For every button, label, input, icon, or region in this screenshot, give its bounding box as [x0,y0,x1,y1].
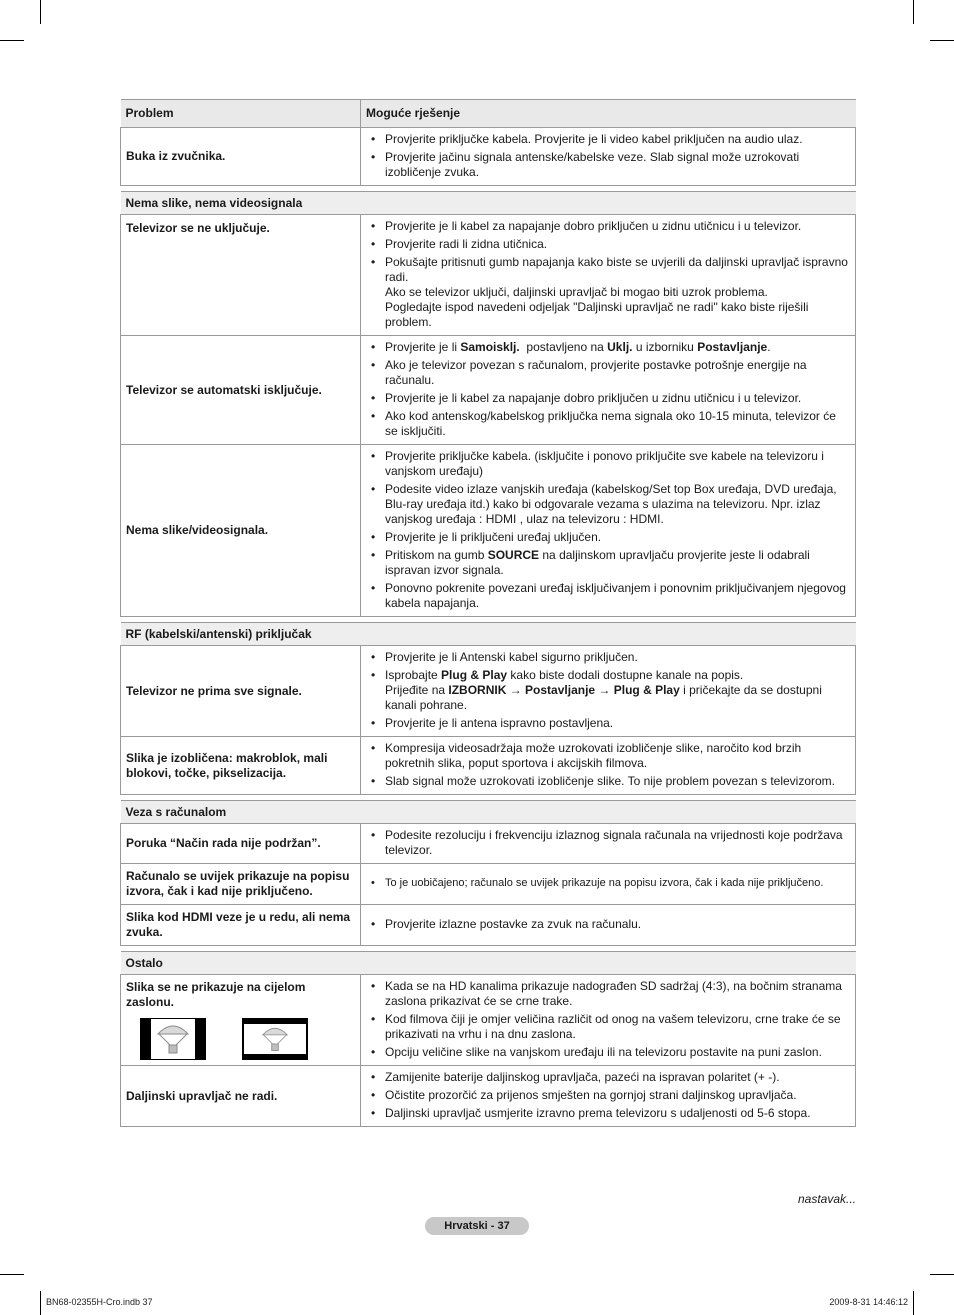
table-row [121,646,856,737]
problem-cell: Slika se ne prikazuje na cijelom zaslonu. [121,975,361,1066]
crop-mark [930,1274,954,1275]
crop-mark [930,40,954,41]
problem-cell: Slika je izobličena: makroblok, mali blokovi, točke, pikselizacija. [121,737,361,795]
solution-item: • Provjerite priključke kabela. (isključite i ponovo priključite sve kabele na televizoru i vanjskom uređaju) [385,449,849,479]
crop-mark [0,40,24,41]
solution-cell [361,215,856,336]
solution-item: • Provjerite je li antena ispravno postavljena. [385,716,849,731]
solution-item: • Pritiskom na gumb SOURCE na daljinskom upravljaču provjerite jeste li odabrali ispravan izvor signala. [385,548,849,578]
problem-cell: Slika kod HDMI veze je u redu, ali nema zvuka. [121,905,361,946]
troubleshooting-table [120,99,856,1127]
header-problem: Problem [121,100,361,128]
solution-item: • Ponovno pokrenite povezani uređaj isključivanjem i ponovnim priključivanjem njegovog kabela napajanja. [385,581,849,611]
solution-cell [361,646,856,737]
letterbox-illustration [242,1018,308,1060]
problem-cell: Daljinski upravljač ne radi. [121,1066,361,1127]
solution-item: • Podesite rezoluciju i frekvenciju izlaznog signala računala na vrijednosti koje podržava televizor. [385,828,849,858]
table-header [121,100,856,128]
parachute-icon [155,1022,191,1056]
solution-item: • Slab signal može uzrokovati izobličenje slike. To nije problem povezan s televizorom. [385,774,849,789]
solution-item: • Daljinski upravljač usmjerite izravno prema televizoru s udaljenosti od 5-6 stopa. [385,1106,849,1121]
solution-item: • Provjerite izlazne postavke za zvuk na računalu. [385,917,849,932]
section-header: RF (kabelski/antenski) priključak [121,623,856,646]
section-header: Veza s računalom [121,801,856,824]
solution-item: • Provjerite priključke kabela. Provjerite je li video kabel priključen na audio ulaz. [385,132,849,147]
table-row [121,905,856,946]
solution-item: • Provjerite je li Samoisklj. postavljeno na Uklj. u izborniku Postavljanje. [385,340,849,355]
table-row [121,1066,856,1127]
pillarbox-illustration [140,1018,206,1060]
solution-item: • To je uobičajeno; računalo se uvijek prikazuje na popisu izvora, čak i kada nije priključeno. [385,876,849,891]
problem-cell: Nema slike/videosignala. [121,445,361,617]
crop-mark [0,1274,24,1275]
solution-item: • Kompresija videosadržaja može uzrokovati izobličenje slike, naročito kod brzih pokretnih slika, poput sportova i akcijskih filmova. [385,741,849,771]
solution-item: • Očistite prozorčić za prijenos smješten na gornjoj strani daljinskog upravljača. [385,1088,849,1103]
crop-mark [913,0,914,24]
aspect-ratio-illustrations [140,1018,355,1060]
solution-item: • Podesite video izlaze vanjskih uređaja (kabelskog/Set top Box uređaja, DVD uređaja, Blu-ray uređaja itd.) kako bi odgovarale vezama s ulazima na televizoru. Npr. izlaz vanjskog uređaja : HDMI , ulaz na televizoru : HDMI. [385,482,849,527]
table-row [121,737,856,795]
crop-mark [40,1291,41,1315]
problem-cell: Televizor ne prima sve signale. [121,646,361,737]
solution-item: • Provjerite je li kabel za napajanje dobro priključen u zidnu utičnicu i u televizor. [385,219,849,234]
footer-timestamp: 2009-8-31 14:46:12 [829,1297,908,1307]
table-row [121,824,856,864]
solution-cell [361,128,856,186]
continued-label: nastavak... [797,1192,856,1206]
solution-item: • Pokušajte pritisnuti gumb napajanja kako biste se uvjerili da daljinski upravljač ispravno radi. Ako se televizor uključi, daljinski upravljač bi mogao biti uzrok problema. Pogledajte ispod navedeni odjeljak "Daljinski upravljač ne radi" kako biste riješili problem. [385,255,849,330]
solution-cell [361,824,856,864]
solution-item: • Provjerite radi li zidna utičnica. [385,237,849,252]
solution-cell [361,336,856,445]
table-row [121,215,856,336]
solution-cell [361,905,856,946]
parachute-icon [258,1025,292,1053]
solution-item: • Ako je televizor povezan s računalom, provjerite postavke potrošnje energije na računalu. [385,358,849,388]
solution-item: • Zamijenite baterije daljinskog upravljača, pazeći na ispravan polaritet (+ -). [385,1070,849,1085]
problem-cell: Buka iz zvučnika. [121,128,361,186]
solution-item: • Kod filmova čiji je omjer veličina različit od onog na vašem televizoru, crne trake će se prikazivati na vrhu i na dnu zaslona. [385,1012,849,1042]
section-header: Ostalo [121,952,856,975]
problem-cell: Televizor se automatski isključuje. [121,336,361,445]
problem-cell: Računalo se uvijek prikazuje na popisu izvora, čak i kad nije priključeno. [121,864,361,905]
table-row [121,975,856,1066]
solution-cell [361,445,856,617]
solution-cell [361,975,856,1066]
problem-cell: Poruka “Način rada nije podržan”. [121,824,361,864]
table-row [121,336,856,445]
table-row [121,864,856,905]
solution-item: • Kada se na HD kanalima prikazuje nadograđen SD sadržaj (4:3), na bočnim stranama zaslona prikazivat će se crne trake. [385,979,849,1009]
section-header: Nema slike, nema videosignala [121,192,856,215]
crop-mark [40,0,41,24]
solution-cell [361,864,856,905]
problem-cell: Televizor se ne uključuje. [121,215,361,336]
solution-cell [361,737,856,795]
header-solution: Moguće rješenje [361,100,856,128]
footer-file-info: BN68-02355H-Cro.indb 37 [46,1297,153,1307]
solution-item: • Provjerite je li priključeni uređaj uključen. [385,530,849,545]
solution-item: • Ako kod antenskog/kabelskog priključka nema signala oko 10-15 minuta, televizor će se isključiti. [385,409,849,439]
solution-item: • Provjerite jačinu signala antenske/kabelske veze. Slab signal može uzrokovati izobličenje zvuka. [385,150,849,180]
solution-cell [361,1066,856,1127]
crop-mark [913,1291,914,1315]
solution-item: • Isprobajte Plug & Play kako biste dodali dostupne kanale na popis. Prijeđite na IZBORNIK → Postavljanje → Plug & Play i pričekajte da se dostupni kanali pohrane. [385,668,849,713]
solution-item: • Provjerite je li Antenski kabel sigurno priključen. [385,650,849,665]
page-number-badge: Hrvatski - 37 [425,1217,529,1235]
solution-item: • Opciju veličine slike na vanjskom uređaju ili na televizoru postavite na puni zaslon. [385,1045,849,1060]
table-row [121,445,856,617]
table-row [121,128,856,186]
solution-item: • Provjerite je li kabel za napajanje dobro priključen u zidnu utičnicu i u televizor. [385,391,849,406]
